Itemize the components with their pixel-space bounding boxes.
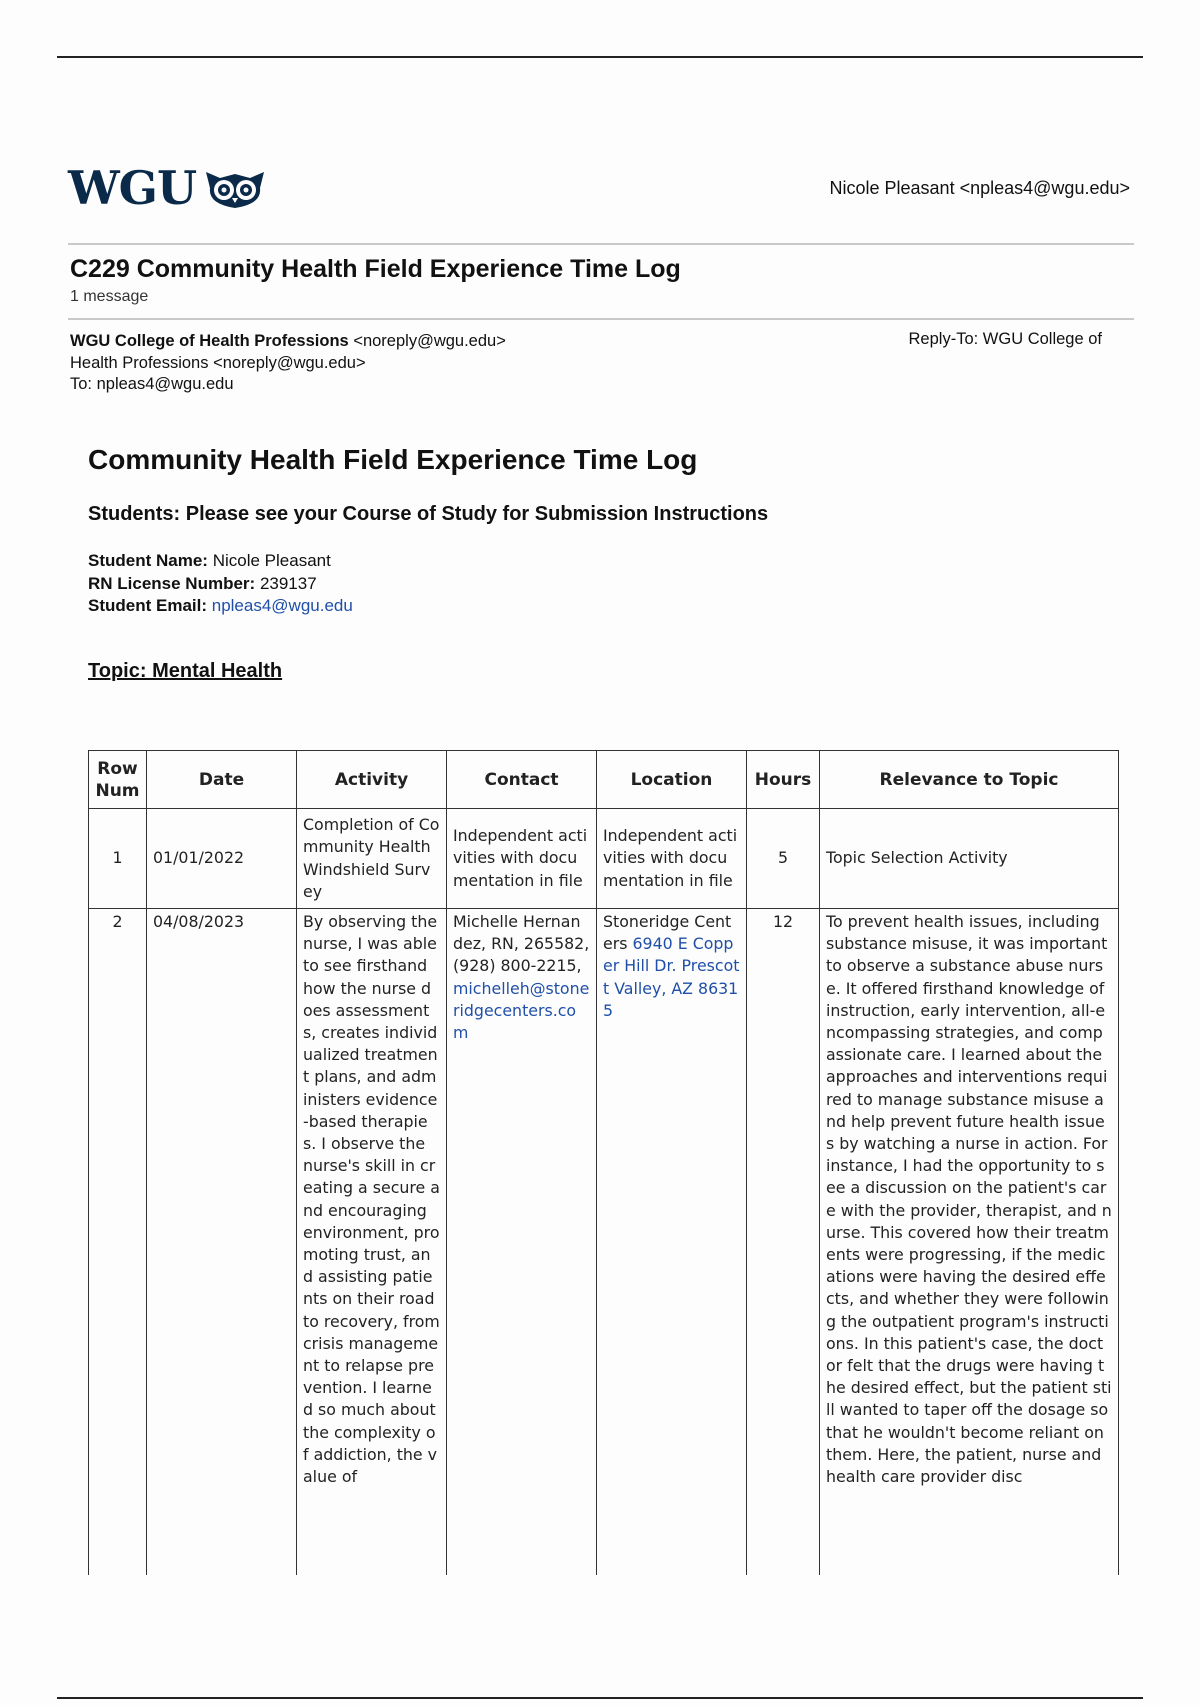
col-header-relevance: Relevance to Topic [820,751,1119,809]
row-hours: 12 [747,909,820,1582]
col-header-contact: Contact [447,751,597,809]
row-date: 01/01/2022 [147,809,297,909]
student-info [88,550,353,618]
contact-email-link[interactable]: michelleh@stoneridgecenters.com [453,978,590,1043]
wgu-logo [68,161,268,215]
student-name-row: Student Name: Nicole Pleasant [88,551,331,570]
row-activity: By observing the nurse, I was able to see firsthand how the nurse does assessments, creates individualized treatment plans, and administers evidence-based therapies. I observe the nurse's skill in creating a secure and encouraging environment, promoting trust, and assisting patients on their road to recovery, from crisis management to relapse prevention. I learned so much about the complexity of addiction, the value of [297,909,447,1582]
submission-instructions: Students: Please see your Course of Study for Submission Instructions [88,503,769,525]
table-row [89,809,1119,909]
divider [68,318,1134,320]
message-count: 1 message [70,288,149,305]
table-row [89,909,1119,1582]
location-text: Stoneridge Centers [603,912,732,954]
row-contact: Independent activities with documentation in file [447,809,597,909]
row-num: 1 [89,809,147,909]
col-header-activity: Activity [297,751,447,809]
license-row: RN License Number: 239137 [88,573,317,593]
email-to: To: npleas4@wgu.edu [70,375,234,393]
col-header-date: Date [147,751,297,809]
row-relevance: Topic Selection Activity [820,809,1119,909]
email-subject: C229 Community Health Field Experience Time Log [70,255,681,283]
row-hours: 5 [747,809,820,909]
top-rule [57,56,1143,58]
time-log-table [88,750,1119,1581]
bottom-rule [57,1697,1143,1699]
row-num: 2 [89,909,147,1582]
col-header-hours: Hours [747,751,820,809]
reply-to-continued: Health Professions <noreply@wgu.edu> [70,354,366,372]
table-header-row [89,751,1119,809]
col-header-row-num: Row Num [89,751,147,809]
student-email-link[interactable]: npleas4@wgu.edu [211,596,353,615]
contact-text: Michelle Hernandez, RN, 265582, (928) 800-2215, [453,912,590,976]
mail-header [68,160,1130,220]
divider [68,243,1134,245]
user-name: Nicole Pleasant [829,178,955,198]
owl-icon [202,166,268,210]
account-user [830,178,1131,199]
page-bottom-margin [0,1575,1200,1705]
document-title: Community Health Field Experience Time Log [88,444,698,475]
logo-text: WGU [68,161,197,215]
row-contact [447,909,597,1582]
row-location: Independent activities with documentation in file [597,809,747,909]
col-header-location: Location [597,751,747,809]
email-from [70,330,630,374]
student-name: Nicole Pleasant [212,551,331,570]
row-location [597,909,747,1582]
row-date: 04/08/2023 [147,909,297,1582]
topic-heading: Topic: Mental Health [88,660,283,682]
reply-to: Reply-To: WGU College of [908,330,1102,348]
license-number: 239137 [259,573,317,593]
sender-name: WGU College of Health Professions [70,332,349,350]
location-address-link[interactable]: 6940 E Copper Hill Dr. Prescott Valley, AZ 86315 [603,934,740,1020]
student-email-row: Student Email: npleas4@wgu.edu [88,596,353,615]
sender-email: <noreply@wgu.edu> [353,332,506,350]
user-email: <npleas4@wgu.edu> [959,178,1130,198]
row-relevance: To prevent health issues, including substance misuse, it was important to observe a substance abuse nurse. It offered firsthand knowledge of instruction, early intervention, all-encompassing strategies, and compassionate care. I learned about the approaches and interventions required to manage substance misuse and help prevent future health issues by watching a nurse in action. For instance, I had the opportunity to see a discussion on the patient's care with the provider, therapist, and nurse. This covered how their treatments were progressing, if the medications were having the desired effects, and whether they were following the outpatient program's instructions. In this patient's case, the doctor felt that the drugs were having the desired effect, but the patient still wanted to taper off the dosage so that he wouldn't become reliant on them. Here, the patient, nurse and health care provider disc [820,909,1119,1582]
row-activity: Completion of Community Health Windshield Survey [297,809,447,909]
